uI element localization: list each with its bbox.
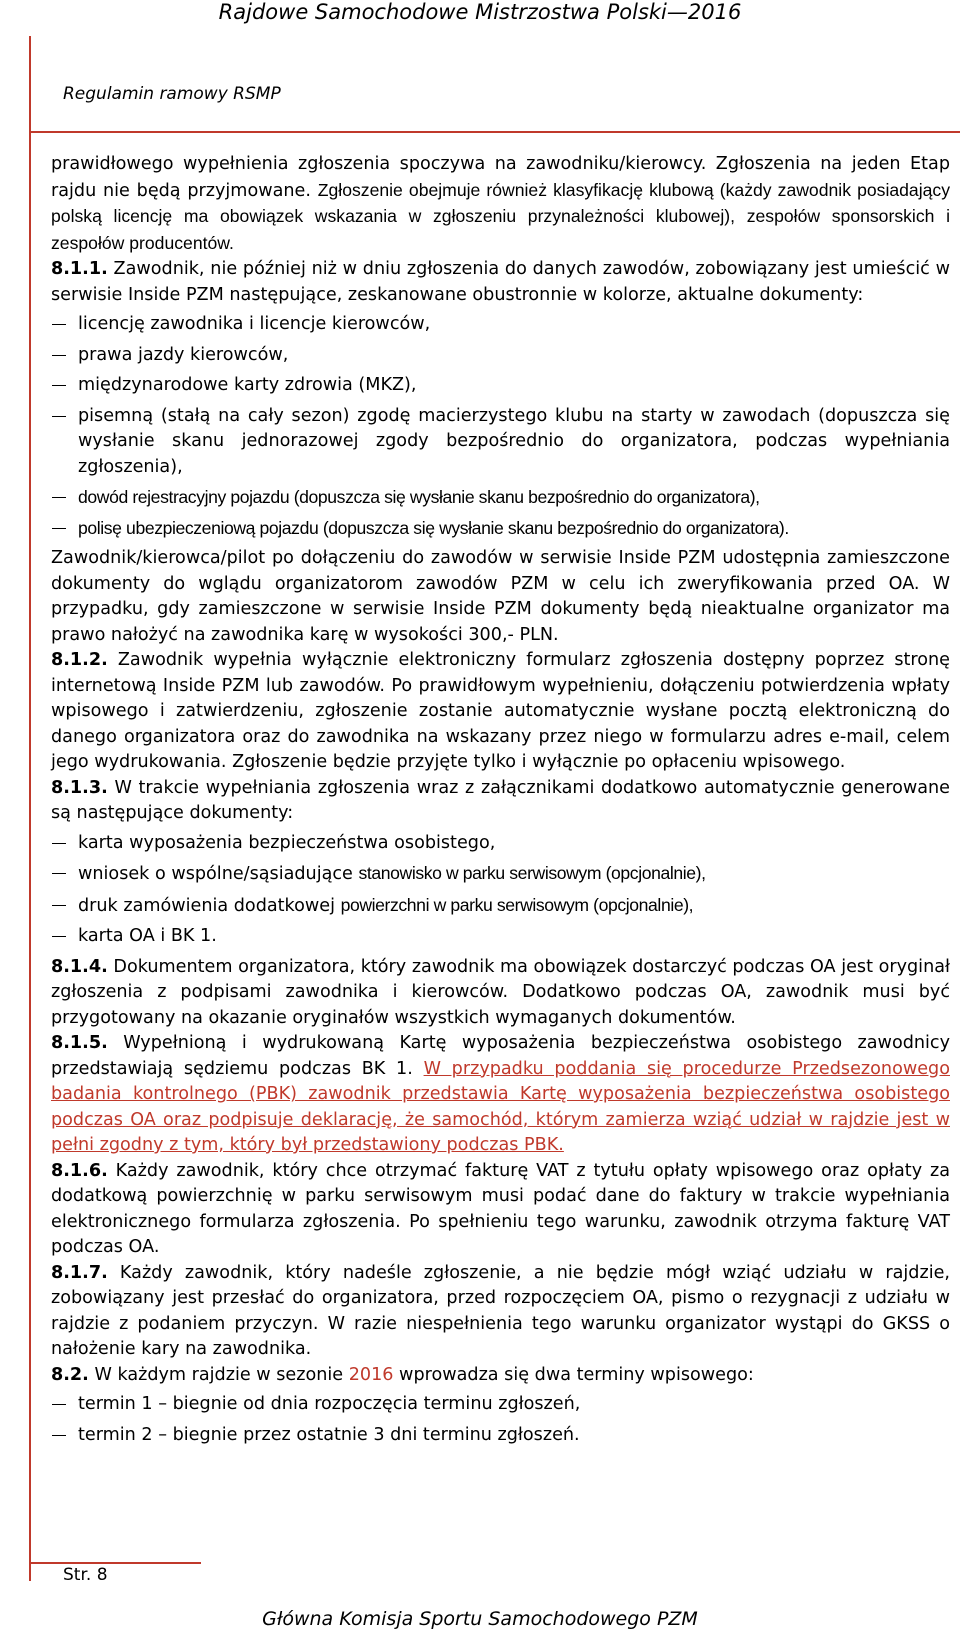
section-8-1-2: 8.1.2. Zawodnik wypełnia wyłącznie elektroniczny formularz zgłoszenia dostępny poprzez stronę internetową Inside PZM lub zawodów. Po prawidłowym wypełnieniu, dołączeniu potwierdzenia wpłaty wpisowego i zatwierdzeniu, zgłoszenie zostanie automatycznie wysłane pocztą elektroniczną do danego organizatora oraz do zawodnika na wskazany przez niego w formularzu adres e-mail, celem jego wydrukowania. Zgłoszenie będzie przyjęte tylko i wyłącznie po opłaceniu wpisowego. — [51, 650, 950, 772]
list-item: polisę ubezpieczeniową pojazdu (dopuszcza się wysłanie skanu bezpośrednio do organizatora). — [51, 516, 950, 542]
footer-rule — [31, 1562, 201, 1564]
section-number: 8.1.5. — [51, 1033, 108, 1053]
list-item: termin 2 – biegnie przez ostatnie 3 dni terminu zgłoszeń. — [51, 1423, 950, 1449]
section-number: 8.1.3. — [51, 777, 108, 798]
section-number: 8.1.2. — [51, 650, 108, 670]
list-item: międzynarodowe karty zdrowia (MKZ), — [51, 373, 950, 399]
list-item: pisemną (stałą na cały sezon) zgodę macierzystego klubu na starty w zawodach (dopuszcza się wysłanie skanu jednorazowej zgody bezpośrednio do organizatora, podczas wypełniania zgłoszenia), — [51, 404, 950, 481]
paragraph: prawidłowego wypełnienia zgłoszenia spoczywa na zawodniku/kierowcy. Zgłoszenia na jeden Etap rajdu nie będą przyjmowane. Zgłoszenie obejmuje również klasyfikację klubową (każdy zawodnik posiadający polską licencję ma obowiązek wskazania w zgłoszeniu przynależności klubowej), zespołów sponsorskich i zespołów producentów. — [51, 154, 950, 253]
page-number: Str. 8 — [63, 1565, 108, 1585]
list-item: karta OA i BK 1. — [51, 924, 950, 950]
section-number: 8.1.4. — [51, 956, 108, 977]
document-body — [51, 152, 950, 1453]
section-8-1-7: 8.1.7. Każdy zawodnik, który nadeśle zgłoszenie, a nie będzie mógł wziąć udziału w rajdzie, zobowiązany jest przesłać do organizatora, przed rozpoczęciem OA, pismo o rezygnacji z udziału w rajdzie z podaniem przyczyn. W razie niespełnienia tego warunku organizator wystąpi do GKSS o nałożenie kary na zawodnika. — [51, 1262, 950, 1359]
fee-terms-list — [51, 1392, 950, 1448]
list-item: druk zamówienia dodatkowej powierzchni w parku serwisowym (opcjonalnie), — [51, 893, 950, 920]
list-item: karta wyposażenia bezpieczeństwa osobistego, — [51, 831, 950, 857]
list-item: wniosek o wspólne/sąsiadujące stanowisko w parku serwisowym (opcjonalnie), — [51, 861, 950, 888]
amended-text: W przypadku poddania się procedurze Przedsezonowego badania kontrolnego (PBK) zawodnik przedstawia Kartę wyposażenia bezpieczeństwa osobistego podczas OA oraz podpisuje deklarację, że samochód, którym zamierza wziąć udział w rajdzie jest w pełni zgodny z tym, który był przedstawiony podczas PBK. — [51, 1058, 950, 1155]
header-rule — [31, 131, 960, 133]
list-item: licencję zawodnika i licencje kierowców, — [51, 312, 950, 338]
section-8-1-1: 8.1.1. Zawodnik, nie później niż w dniu zgłoszenia do danych zawodów, zobowiązany jest umieścić w serwisie Inside PZM następujące, zeskanowane obustronnie w kolorze, aktualne dokumenty: — [51, 259, 950, 305]
section-8-2: 8.2. W każdym rajdzie w sezonie 2016 wprowadza się dwa terminy wpisowego: — [51, 1364, 754, 1385]
section-8-1-5: 8.1.5. Wypełnioną i wydrukowaną Kartę wyposażenia bezpieczeństwa osobistego zawodnicy przedstawiają sędziemu podczas BK 1. W przypadku poddania się procedurze Przedsezonowego badania kontrolnego (PBK) zawodnik przedstawia Kartę wyposażenia bezpieczeństwa osobistego podczas OA oraz podpisuje deklarację, że samochód, którym zamierza wziąć udział w rajdzie jest w pełni zgodny z tym, który był przedstawiony podczas PBK. — [51, 1033, 950, 1155]
season-year: 2016 — [348, 1364, 394, 1385]
document-subtitle: Regulamin ramowy RSMP — [63, 84, 281, 104]
paragraph: Zawodnik/kierowca/pilot po dołączeniu do zawodów w serwisie Inside PZM udostępnia zamieszczone dokumenty do wglądu organizatorom zawodów PZM w celu ich zweryfikowania przed OA. W przypadku, gdy zamieszczone w serwisie Inside PZM dokumenty będą nieaktualne organizator ma prawo nałożyć na zawodnika karę w wysokości 300,- PLN. — [51, 548, 950, 645]
required-documents-list — [51, 312, 950, 541]
list-item: termin 1 – biegnie od dnia rozpoczęcia terminu zgłoszeń, — [51, 1392, 950, 1418]
section-number: 8.1.6. — [51, 1160, 108, 1181]
generated-documents-list — [51, 831, 950, 950]
section-number: 8.1.7. — [51, 1262, 108, 1283]
margin-rule-vertical — [29, 36, 31, 1581]
section-8-1-3: 8.1.3. W trakcie wypełniania zgłoszenia wraz z załącznikami dodatkowo automatycznie generowane są następujące dokumenty: — [51, 777, 950, 823]
document-header-title: Rajdowe Samochodowe Mistrzostwa Polski—2016 — [218, 0, 742, 24]
section-8-1-4: 8.1.4. Dokumentem organizatora, który zawodnik ma obowiązek dostarczyć podczas OA jest oryginał zgłoszenia z podpisami zawodnika i kierowców. Dodatkowo podczas OA, zawodnik musi być przygotowany na okazanie oryginałów wszystkich wymaganych dokumentów. — [51, 956, 950, 1028]
section-8-1-6: 8.1.6. Każdy zawodnik, który chce otrzymać fakturę VAT z tytułu opłaty wpisowego oraz opłaty za dodatkową powierzchnię w parku serwisowym musi podać dane do faktury w trakcie wypełniania elektronicznego formularza zgłoszenia. Po spełnieniu tego warunku, zawodnik otrzyma fakturę VAT podczas OA. — [51, 1160, 950, 1257]
list-item: prawa jazdy kierowców, — [51, 343, 950, 369]
section-number: 8.2. — [51, 1364, 89, 1385]
section-number: 8.1.1. — [51, 259, 108, 279]
document-footer: Główna Komisja Sportu Samochodowego PZM — [262, 1608, 698, 1630]
list-item: dowód rejestracyjny pojazdu (dopuszcza się wysłanie skanu bezpośrednio do organizatora), — [51, 485, 950, 511]
